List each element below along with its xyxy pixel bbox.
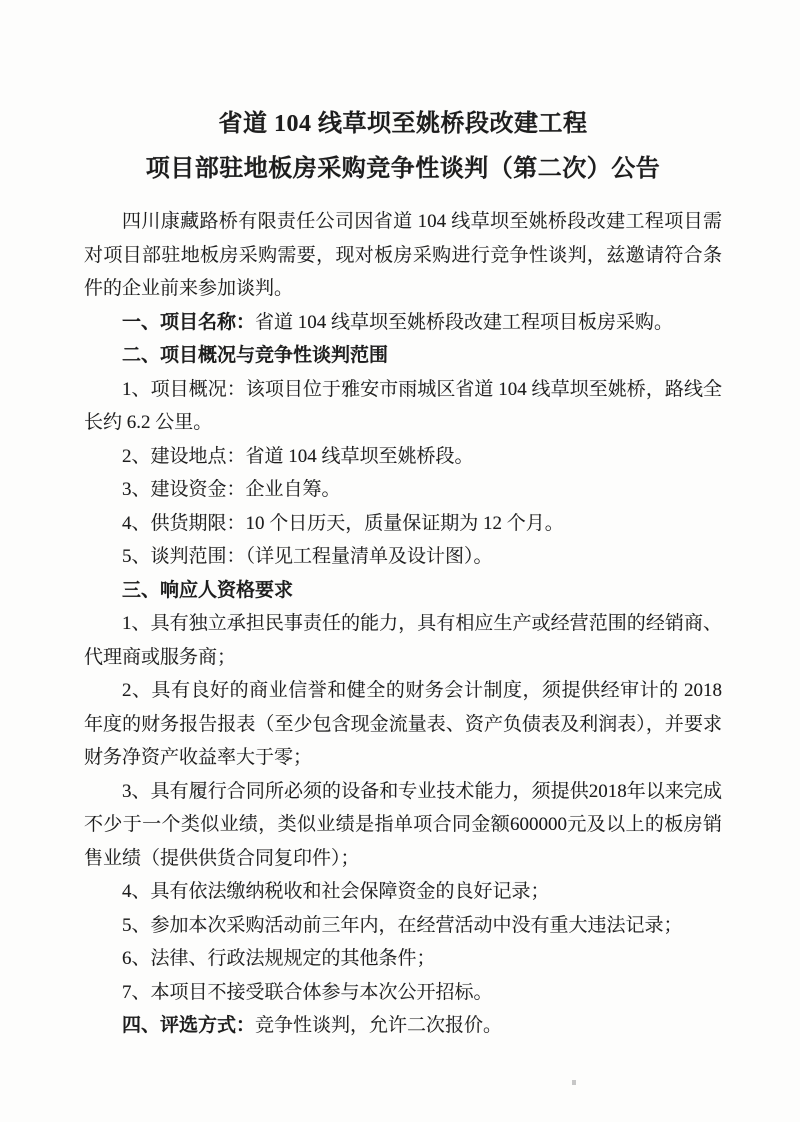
qualification-item-6: [84, 942, 722, 976]
intro-paragraph: [84, 205, 722, 306]
qualification-item-3: [84, 775, 722, 876]
section-3-heading: [84, 574, 722, 608]
section-4-evaluation-method: [84, 1009, 722, 1043]
section-3-heading-label: 三、响应人资格要求: [122, 579, 294, 601]
section-2-heading: [84, 339, 722, 373]
item-construction-site-text: 2、建设地点：省道 104 线草坝至姚桥段。: [122, 445, 474, 467]
item-construction-site: [84, 440, 722, 474]
item-negotiation-scope: [84, 540, 722, 574]
qualification-item-4-text: 4、具有依法缴纳税收和社会保障资金的良好记录；: [122, 881, 550, 902]
item-supply-period: [84, 507, 722, 541]
qualification-item-2: [84, 674, 722, 775]
qualification-item-4: [84, 875, 722, 909]
qualification-item-2-text: 2、具有良好的商业信誉和健全的财务会计制度，须提供经审计的 2018 年度的财务报告报表（至少包含现金流量表、资产负债表及利润表），并要求财务净资产收益率大于零；: [84, 680, 722, 768]
section-4-text: 竞争性谈判，允许二次报价。: [255, 1015, 503, 1036]
item-construction-funds-text: 3、建设资金：企业自筹。: [122, 479, 341, 500]
item-construction-funds: [84, 473, 722, 507]
qualification-item-1-text: 1、具有独立承担民事责任的能力，具有相应生产或经营范围的经销商、代理商或服务商；: [84, 613, 722, 668]
document-title-line1: 省道 104 线草坝至姚桥段改建工程: [218, 111, 588, 137]
document-title-block: [84, 102, 722, 192]
qualification-item-1: [84, 607, 722, 674]
section-2-heading-label: 二、项目概况与竞争性谈判范围: [122, 345, 389, 366]
scan-artifact-dot: [572, 1080, 576, 1085]
qualification-item-5: [84, 909, 722, 943]
item-supply-period-text: 4、供货期限：10 个日历天，质量保证期为 12 个月。: [122, 512, 564, 534]
item-project-overview: [84, 373, 722, 440]
document-body: [84, 205, 722, 1043]
section-1-text: 省道 104 线草坝至姚桥段改建工程项目板房采购。: [255, 311, 674, 333]
section-1-project-name: [84, 306, 722, 340]
item-negotiation-scope-text: 5、谈判范围：（详见工程量清单及设计图）。: [122, 546, 493, 567]
document-title-line2: 项目部驻地板房采购竞争性谈判（第二次）公告: [145, 156, 661, 182]
section-4-label: 四、评选方式：: [122, 1015, 256, 1036]
qualification-item-6-text: 6、法律、行政法规规定的其他条件；: [122, 948, 436, 969]
qualification-item-7: [84, 976, 722, 1010]
item-project-overview-text: 1、项目概况：该项目位于雅安市雨城区省道 104 线草坝至姚桥，路线全长约 6.2 公里。: [84, 378, 722, 433]
qualification-item-5-text: 5、参加本次采购活动前三年内，在经营活动中没有重大违法记录；: [122, 914, 683, 936]
qualification-item-3-text: 3、具有履行合同所必须的设备和专业技术能力，须提供2018年以来完成不少于一个类似业绩，类似业绩是指单项合同金额600000元及以上的板房销售业绩（提供供货合同复印件）；: [84, 780, 722, 869]
intro-paragraph-text: 四川康藏路桥有限责任公司因省道 104 线草坝至姚桥段改建工程项目需对项目部驻地板房采购需要，现对板房采购进行竞争性谈判，兹邀请符合条件的企业前来参加谈判。: [84, 211, 722, 299]
section-1-label: 一、项目名称：: [122, 311, 256, 333]
qualification-item-7-text: 7、本项目不接受联合体参与本次公开招标。: [122, 981, 493, 1003]
document-content: [84, 102, 722, 1043]
